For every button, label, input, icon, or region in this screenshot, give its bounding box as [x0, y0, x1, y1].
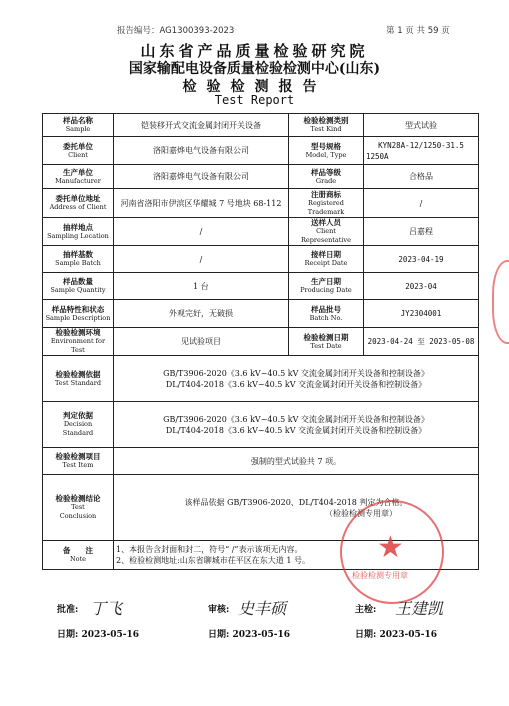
table-row: 检验检测依据 Test Standard GB/T3906-2020《3.6 kV~40.5 kV 交流金属封闭开关设备和控制设备》 DL/T404-2018《3.6 kV~40.5 kV 交流金属封闭开关设备和控制设备》 — [43, 356, 479, 402]
test-item-value: 强制的型式试验共 7 项。 — [114, 448, 479, 475]
manufacturer-value: 洛阳嘉烨电气设备有限公司 — [114, 165, 289, 189]
approved-label: 批准: — [57, 605, 79, 615]
table-row: 生产单位 Manufacturer 洛阳嘉烨电气设备有限公司 样品等级 Grade 合格品 — [43, 165, 479, 189]
report-number: 报告编号：AG1300393-2023 — [117, 26, 235, 36]
table-row: 备 注 Note 1、本报告含封面和封二，符号“ /”表示该项无内容。 2、检验检测地址:山东省聊城市茌平区在东大道 1 号。 — [43, 541, 479, 570]
table-row: 样品数量 Sample Quantity 1 台 生产日期 Producing Date 2023-04 — [43, 273, 479, 300]
table-row: 检验检测项目 Test Item 强制的型式试验共 7 项。 — [43, 448, 479, 475]
grade-value: 合格品 — [364, 165, 479, 189]
table-row: 样品名称 Sample 铠装移开式交流金属封闭开关设备 检验检测类别 Test Kind 型式试验 — [43, 114, 479, 137]
report-table — [42, 113, 479, 570]
sampling-location-value: / — [114, 218, 289, 246]
decision-standard-value: GB/T3906-2020《3.6 kV~40.5 kV 交流金属封闭开关设备和控制设备》 DL/T404-2018《3.6 kV~40.5 kV 交流金属封闭开关设备和控制设备》 — [114, 402, 479, 448]
report-title-en: Test Report — [214, 93, 295, 107]
approved-signature: 丁飞 — [90, 599, 123, 618]
batch-no-value: JY2304001 — [364, 300, 479, 328]
address-value: 河南省洛阳市伊滨区华耀城 7 号地块 68-112 — [114, 189, 289, 218]
table-row: 委托单位地址 Address of Client 河南省洛阳市伊滨区华耀城 7 号地块 68-112 注册商标 Registered Trademark / — [43, 189, 479, 218]
receipt-date-value: 2023-04-19 — [364, 246, 479, 273]
test-kind-value: 型式试验 — [364, 114, 479, 137]
sample-batch-value: / — [114, 246, 289, 273]
stamp-star-icon: ★ — [377, 530, 404, 565]
table-row: 样品特性和状态 Sample Description 外观完好，无破损 样品批号 Batch No. JY2304001 — [43, 300, 479, 328]
test-date-value: 2023-04-24 至 2023-05-08 — [364, 328, 479, 356]
trademark-value: / — [364, 189, 479, 218]
report-title-cn: 检验检测报告 — [182, 79, 327, 95]
reviewed-signature: 史丰硕 — [238, 599, 287, 618]
page-info: 第 1 页 共 59 页 — [386, 26, 450, 36]
date-tested: 日期: 2023-05-16 — [355, 630, 438, 640]
client-rep-value: 吕嘉程 — [364, 218, 479, 246]
edge-stamp — [492, 260, 509, 344]
environment-value: 见试验项目 — [114, 328, 289, 356]
table-row: 抽样基数 Sample Batch / 接样日期 Receipt Date 2023-04-19 — [43, 246, 479, 273]
note-value: 1、本报告含封面和封二，符号“ /”表示该项无内容。 2、检验检测地址:山东省聊城市茌平区在东大道 1 号。 — [114, 541, 479, 570]
table-row: 委托单位 Client 洛阳嘉烨电气设备有限公司 型号规格 Model, Type KYN28A-12/1250-31.5 1250A — [43, 137, 479, 165]
tested-signature: 王建凯 — [395, 599, 444, 618]
sample-quantity-value: 1 台 — [114, 273, 289, 300]
table-row: 检验检测结论 Test Conclusion 该样品依据 GB/T3906-2020、DL/T404-2018 判定为合格。 （检验检测专用章） — [43, 475, 479, 541]
sample-desc-value: 外观完好，无破损 — [114, 300, 289, 328]
date-approved: 日期: 2023-05-16 — [57, 630, 140, 640]
tested-label: 主检: — [355, 605, 377, 615]
date-reviewed: 日期: 2023-05-16 — [208, 630, 291, 640]
producing-date-value: 2023-04 — [364, 273, 479, 300]
conclusion-value: 该样品依据 GB/T3906-2020、DL/T404-2018 判定为合格。 （检验检测专用章） — [114, 475, 479, 541]
table-row: 抽样地点 Sampling Location / 送样人员 Client Representative 吕嘉程 — [43, 218, 479, 246]
stamp-text: 检验检测专用章 — [352, 571, 408, 580]
test-standard-value: GB/T3906-2020《3.6 kV~40.5 kV 交流金属封闭开关设备和控制设备》 DL/T404-2018《3.6 kV~40.5 kV 交流金属封闭开关设备和控制设备》 — [114, 356, 479, 402]
institute-title: 山东省产品质量检验研究院 — [140, 42, 369, 60]
table-row: 判定依据 Decision Standard GB/T3906-2020《3.6 kV~40.5 kV 交流金属封闭开关设备和控制设备》 DL/T404-2018《3.6 kV~40.5 kV 交流金属封闭开关设备和控制设备》 — [43, 402, 479, 448]
client-value: 洛阳嘉烨电气设备有限公司 — [114, 137, 289, 165]
table-row: 检验检测环境 Environment for Test 见试验项目 检验检测日期 Test Date 2023-04-24 至 2023-05-08 — [43, 328, 479, 356]
reviewed-label: 审核: — [208, 605, 230, 615]
center-title: 国家输配电设备质量检验检测中心(山东) — [128, 61, 381, 77]
sample-name-value: 铠装移开式交流金属封闭开关设备 — [114, 114, 289, 137]
model-value: KYN28A-12/1250-31.5 1250A — [364, 137, 479, 165]
